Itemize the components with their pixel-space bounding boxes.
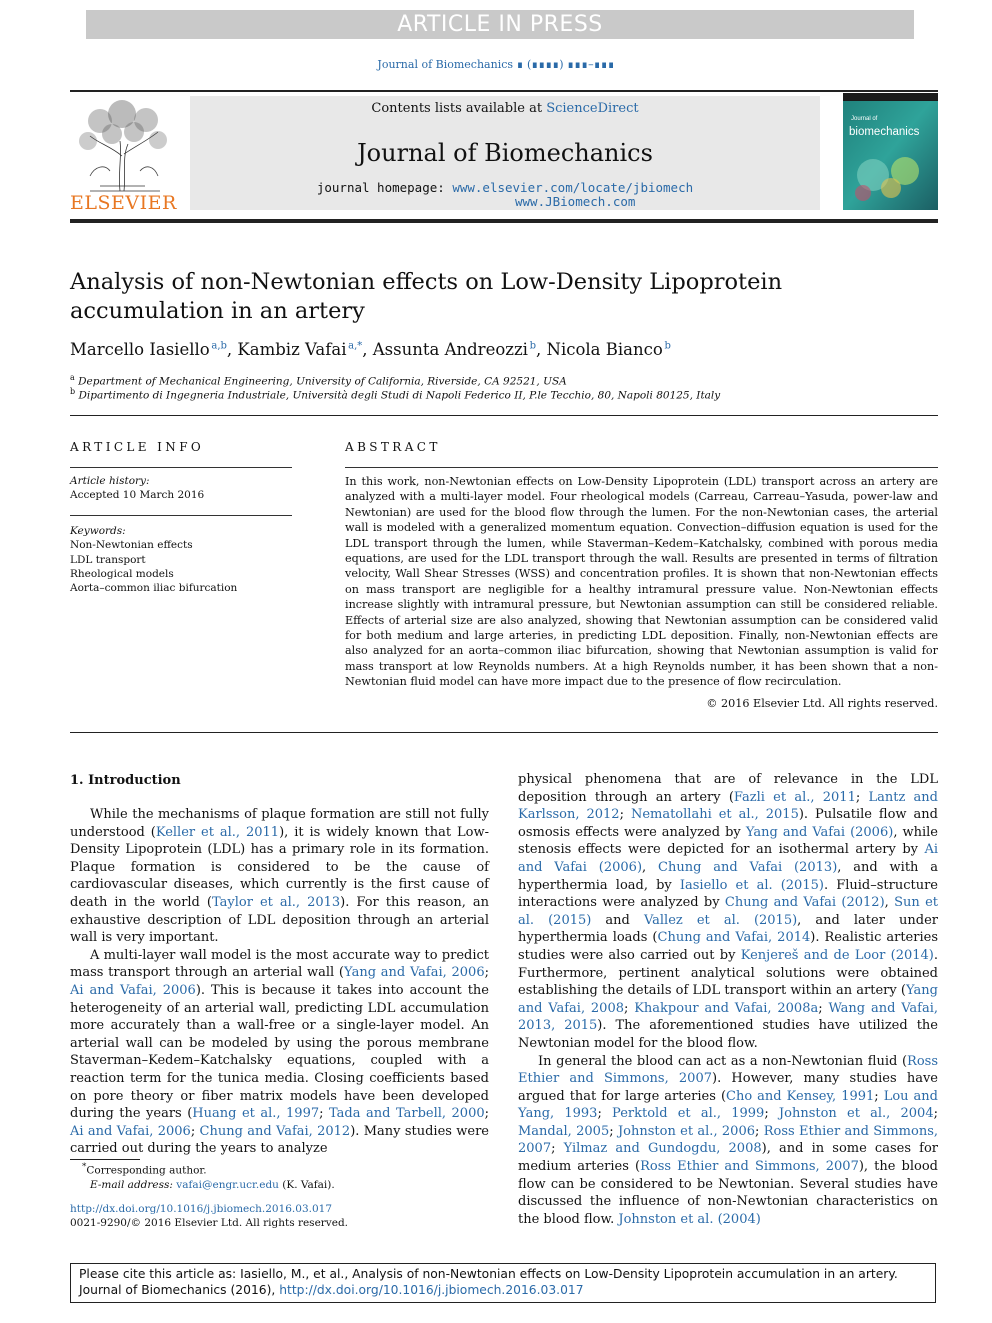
body-text: ). The aforementioned studies have utilized the Newtonian model for the blood flow. (518, 1018, 938, 1051)
citation-link[interactable]: Taylor et al., 2013 (211, 894, 341, 910)
body-text: ), the blood flow can be considered to be Newtonian. Several studies have discussed the influence of non-Newtonian characteristics on the blood flow. (518, 1159, 939, 1227)
body-column-right (518, 771, 938, 1228)
corresponding-author-note: *Corresponding author. (82, 1162, 207, 1177)
abstract-heading: ABSTRACT (345, 440, 441, 454)
body-text: In general the blood can act as a non-Newtonian fluid ( (538, 1053, 908, 1069)
body-text: ; (551, 1141, 564, 1157)
body-text: ; (597, 1106, 613, 1122)
keyword-item: Aorta–common iliac bifurcation (70, 582, 238, 595)
citation-link[interactable]: Ross Ethier and Simmons, 2007 (518, 1123, 938, 1157)
email-suffix: (K. Vafai). (278, 1178, 335, 1191)
citation-link[interactable]: Ross Ethier and Simmons, 2007 (518, 1053, 938, 1087)
keywords-rule (70, 515, 292, 516)
citation-link[interactable]: Johnston et al., 2006 (617, 1123, 755, 1139)
header-bottom-rule (70, 219, 938, 223)
body-text: ; (319, 1106, 330, 1122)
author-name[interactable]: Assunta Andreozzi (372, 340, 528, 359)
body-text: ), and in some cases for medium arteries ( (518, 1141, 939, 1175)
citation-link[interactable]: Ai and Vafai (2006) (518, 842, 938, 875)
body-text: ). Realistic arteries studies were also carried out by (518, 930, 938, 963)
body-text: ; (818, 1000, 829, 1016)
body-text: ). Pulsatile flow and osmosis effects were analyzed by (518, 807, 938, 840)
affiliation-marker: a (70, 373, 75, 382)
citation-link[interactable]: Kenjereš and de Loor (2014) (740, 947, 934, 963)
contents-prefix: Contents lists available at (371, 101, 547, 116)
journal-cover-thumbnail[interactable] (843, 93, 938, 210)
citation-link[interactable]: Vallez et al. (2015) (643, 912, 798, 928)
citation-link[interactable]: Yang and Vafai, 2006 (344, 965, 485, 981)
body-text: ). This is because it takes into account the heterogeneity of an arterial wall, predicting LDL accumulation more accurately than a wall-free or a single-layer model. An arterial wall can be modeled by using the porous membrane Staverman–Kedem–Katchalsky equations, coupled with a reaction term for the tunica media. Closing coefficients based on pore theory or fiber matrix models have been developed during the years ( (70, 982, 489, 1122)
body-text: , while stenosis effects were depicted for an isothermal artery by (518, 824, 938, 858)
paragraph (70, 947, 489, 1158)
body-text: ; (764, 1106, 779, 1122)
article-in-press-banner: ARTICLE IN PRESS (86, 10, 914, 39)
author-affiliation-marker[interactable]: a,b (211, 340, 227, 352)
article-info-heading: ARTICLE INFO (70, 440, 205, 454)
affiliation-text: Dipartimento di Ingegneria Industriale, Università degli Studi di Napoli Federico II, P.le Tecchio, 80, Napoli 80125, Italy (78, 389, 721, 402)
body-text: , (884, 895, 895, 911)
body-text: , (642, 859, 659, 875)
body-text: ). For this reason, an exhaustive description of LDL deposition through an arterial wall is very important. (70, 894, 490, 946)
email-label: E-mail address: (90, 1178, 177, 1191)
body-text: and (591, 912, 644, 928)
abstract-text: In this work, non-Newtonian effects on Low-Density Lipoprotein (LDL) transport across an artery are analyzed with a multi-layer model. Four rheological models (Carreau, Carreau–Yasuda, power-law and Newtonian) are used for the blood flow through the lumen. For the non-Newtonian cases, the arterial wall is modeled with a generalized momentum equation. Convection–diffusion equation is used for the LDL transport through the lumen, while Staverman–Kedem–Katchalsky, combined with porous media equations, are used for the LDL transport through the wall. Results are presented in terms of filtration velocity, Wall Shear Stresses (WSS) and concentration profiles. It is shown that non-Newtonian effects on mass transport are negligible for a healthy intramural pressure value. Non-Newtonian effects increase slightly with intramural pressure, but Newtonian assumption can still be considered reliable. Effects of arterial size are also analyzed, showing that Newtonian assumption can be considered valid for both medium and large arteries, in predicting LDL deposition. Finally, non-Newtonian effects are also analyzed for an aorta–common iliac bifurcation, showing that Newtonian assumption is valid for mass transport at low Reynolds numbers. At a high Reynolds number, it has been shown that a non-Newtonian fluid model can have more impact due to the presence of flow recirculation. (345, 475, 938, 689)
citation-link[interactable]: Iasiello et al. (2015) (679, 877, 824, 893)
article-info-rule (70, 467, 292, 468)
doi-link[interactable]: http://dx.doi.org/10.1016/j.jbiomech.2016.03.017 (70, 1202, 333, 1215)
author-affiliation-marker[interactable]: b (664, 340, 671, 352)
citation-link[interactable]: Nematollahi et al., 2015 (630, 807, 799, 823)
paragraph (518, 771, 938, 1053)
elsevier-wordmark: ELSEVIER (70, 192, 177, 214)
body-text: physical phenomena that are of relevance in the LDL deposition through an artery ( (518, 772, 938, 805)
citation-link[interactable]: Chung and Vafai (2012) (724, 895, 885, 911)
body-text: ; (874, 1088, 884, 1104)
author-affiliation-marker[interactable]: a,* (348, 340, 363, 352)
author-name[interactable]: Marcello Iasiello (70, 340, 210, 359)
journal-homepage (190, 181, 820, 209)
citation-link[interactable]: Johnston et al., 2004 (778, 1106, 934, 1122)
citation-link[interactable]: Ai and Vafai, 2006 (70, 1123, 191, 1139)
body-text: , and with a hyperthermia load, by (518, 859, 939, 893)
citation-link[interactable]: Fazli et al., 2011 (733, 789, 856, 805)
body-text: ; (609, 1123, 618, 1139)
citation-link[interactable]: Cho and Kensey, 1991 (726, 1088, 875, 1104)
issn-line: 0021-9290/© 2016 Elsevier Ltd. All rights reserved. (70, 1216, 349, 1229)
history-value: Accepted 10 March 2016 (70, 489, 205, 502)
email-note (70, 1178, 490, 1192)
cover-title-small: Journal of (851, 116, 878, 122)
body-text: ). However, many studies have argued that for large arteries ( (518, 1071, 938, 1104)
paragraph (518, 1053, 938, 1229)
citation-link[interactable]: Lou and Yang, 1993 (518, 1088, 938, 1122)
body-text: ; (855, 789, 869, 805)
citation-link[interactable]: Lantz and Karlsson, 2012 (518, 789, 939, 823)
author-list: Marcello Iasiello $^{a,b}$, Kambiz Vafai $^{a,*}$, Assunta Andreozzi $^b$, Nicola Bianco $^b$ (70, 340, 671, 359)
author-name[interactable]: Kambiz Vafai (237, 340, 347, 359)
citation-link[interactable]: Huang et al., 1997 (192, 1106, 320, 1122)
author-affiliation-marker[interactable]: b (529, 340, 536, 352)
paragraph (70, 806, 489, 947)
body-text: ), it is widely known that Low-Density Lipoprotein (LDL) has a primary role in its formation. Plaque formation is considered to be the cause of cardiovascular diseases, which currently is the first cause of death in the world ( (70, 824, 489, 910)
corresponding-text: Corresponding author. (86, 1164, 207, 1177)
keyword-item: Rheological models (70, 567, 174, 580)
citation-link[interactable]: Perktold et al., 1999 (612, 1106, 765, 1122)
journal-reference[interactable]: Journal of Biomechanics ∎ (∎∎∎∎) ∎∎∎–∎∎∎ (377, 58, 615, 71)
body-column-left (70, 806, 489, 1158)
body-text: A multi-layer wall model is the most accurate way to predict mass transport through an arterial wall ( (70, 947, 489, 981)
citation-link[interactable]: Chung and Vafai, 2014 (657, 930, 811, 946)
cover-title: biomechanics (849, 126, 920, 138)
homepage-link-jbiomech[interactable]: www.JBiomech.com (515, 194, 636, 209)
citation-link[interactable]: Chung and Vafai (2013) (658, 859, 838, 875)
citation-link[interactable]: Tada and Tarbell, 2000 (329, 1106, 485, 1122)
history-label: Article history: (70, 475, 150, 487)
homepage-label: journal homepage: (316, 180, 453, 195)
affiliation-text: Department of Mechanical Engineering, University of California, Riverside, CA 92521, USA (78, 375, 567, 388)
keywords-block (70, 524, 292, 595)
affiliation-b (70, 387, 930, 402)
body-text: . Fluid–structure interactions were analyzed by (518, 877, 938, 911)
header-top-rule (70, 90, 938, 92)
citation-link[interactable]: Ai and Vafai, 2006 (70, 982, 196, 998)
citation-link[interactable]: Ross Ethier and Simmons, 2007 (640, 1159, 859, 1175)
citation-text: Please cite this article as: Iasiello, M., et al., Analysis of non-Newtonian effects on Low-Density Lipoprotein accumulation in an artery. Journal of Biomechanics (2016), (79, 1267, 898, 1297)
body-text: . Furthermore, pertinent analytical solutions were obtained establishing the details of LDL transport within an artery ( (518, 947, 938, 999)
body-text: ; (755, 1123, 764, 1139)
citation-link[interactable]: Sun et al. (2015) (518, 895, 939, 928)
citation-link[interactable]: Khakpour and Vafai, 2008a (634, 1000, 819, 1016)
body-text: ; (619, 807, 631, 823)
footnotes (70, 1160, 490, 1230)
introduction-heading: 1. Introduction (70, 773, 181, 788)
keyword-item: LDL transport (70, 553, 146, 566)
homepage-link-elsevier[interactable]: www.elsevier.com/locate/jbiomech (452, 180, 694, 195)
body-text: ; (484, 965, 489, 981)
section-rule (70, 415, 938, 416)
article-history (70, 474, 292, 503)
citation-link[interactable]: Yang and Vafai, 2008 (518, 983, 938, 1016)
citation-link[interactable]: Chung and Vafai, 2012 (199, 1123, 351, 1139)
section-rule (70, 732, 938, 733)
body-text: ). Many studies were carried out during the years to analyze (70, 1123, 489, 1157)
citation-link[interactable]: Johnston et al. (2004) (618, 1211, 761, 1227)
body-text: ; (484, 1106, 490, 1122)
contents-line (190, 101, 820, 116)
abstract-copyright: © 2016 Elsevier Ltd. All rights reserved. (706, 697, 938, 710)
abstract-rule (345, 467, 938, 468)
journal-title: Journal of Biomechanics (357, 139, 653, 167)
affiliation-marker: b (70, 387, 76, 396)
body-text: , and later under hyperthermia loads ( (518, 912, 938, 946)
sciencedirect-link[interactable]: ScienceDirect (546, 101, 639, 116)
citation-link[interactable]: Wang and Vafai, 2013, 2015 (518, 1000, 939, 1034)
affiliation-a (70, 373, 930, 388)
body-text: ; (933, 1106, 938, 1122)
body-text: ; (623, 1000, 635, 1016)
citation-link[interactable]: Yilmaz and Gundogdu, 2008 (563, 1141, 762, 1157)
body-text: While the mechanisms of plaque formation are still not fully understood ( (70, 807, 489, 840)
email-link[interactable]: vafai@engr.ucr.edu (176, 1178, 279, 1191)
citation-box (70, 1263, 936, 1303)
citation-link[interactable]: Keller et al., 2011 (155, 824, 280, 840)
body-text: ; (190, 1123, 200, 1139)
keywords-label: Keywords: (70, 525, 126, 537)
keyword-item: Non-Newtonian effects (70, 539, 193, 552)
citation-link[interactable]: Mandal, 2005 (518, 1123, 610, 1139)
author-name[interactable]: Nicola Bianco (546, 340, 663, 359)
article-title: Analysis of non-Newtonian effects on Low-Density Lipoprotein accumulation in an artery (70, 269, 783, 324)
citation-doi-link[interactable]: http://dx.doi.org/10.1016/j.jbiomech.2016.03.017 (279, 1283, 584, 1297)
citation-link[interactable]: Yang and Vafai (2006) (745, 824, 894, 840)
